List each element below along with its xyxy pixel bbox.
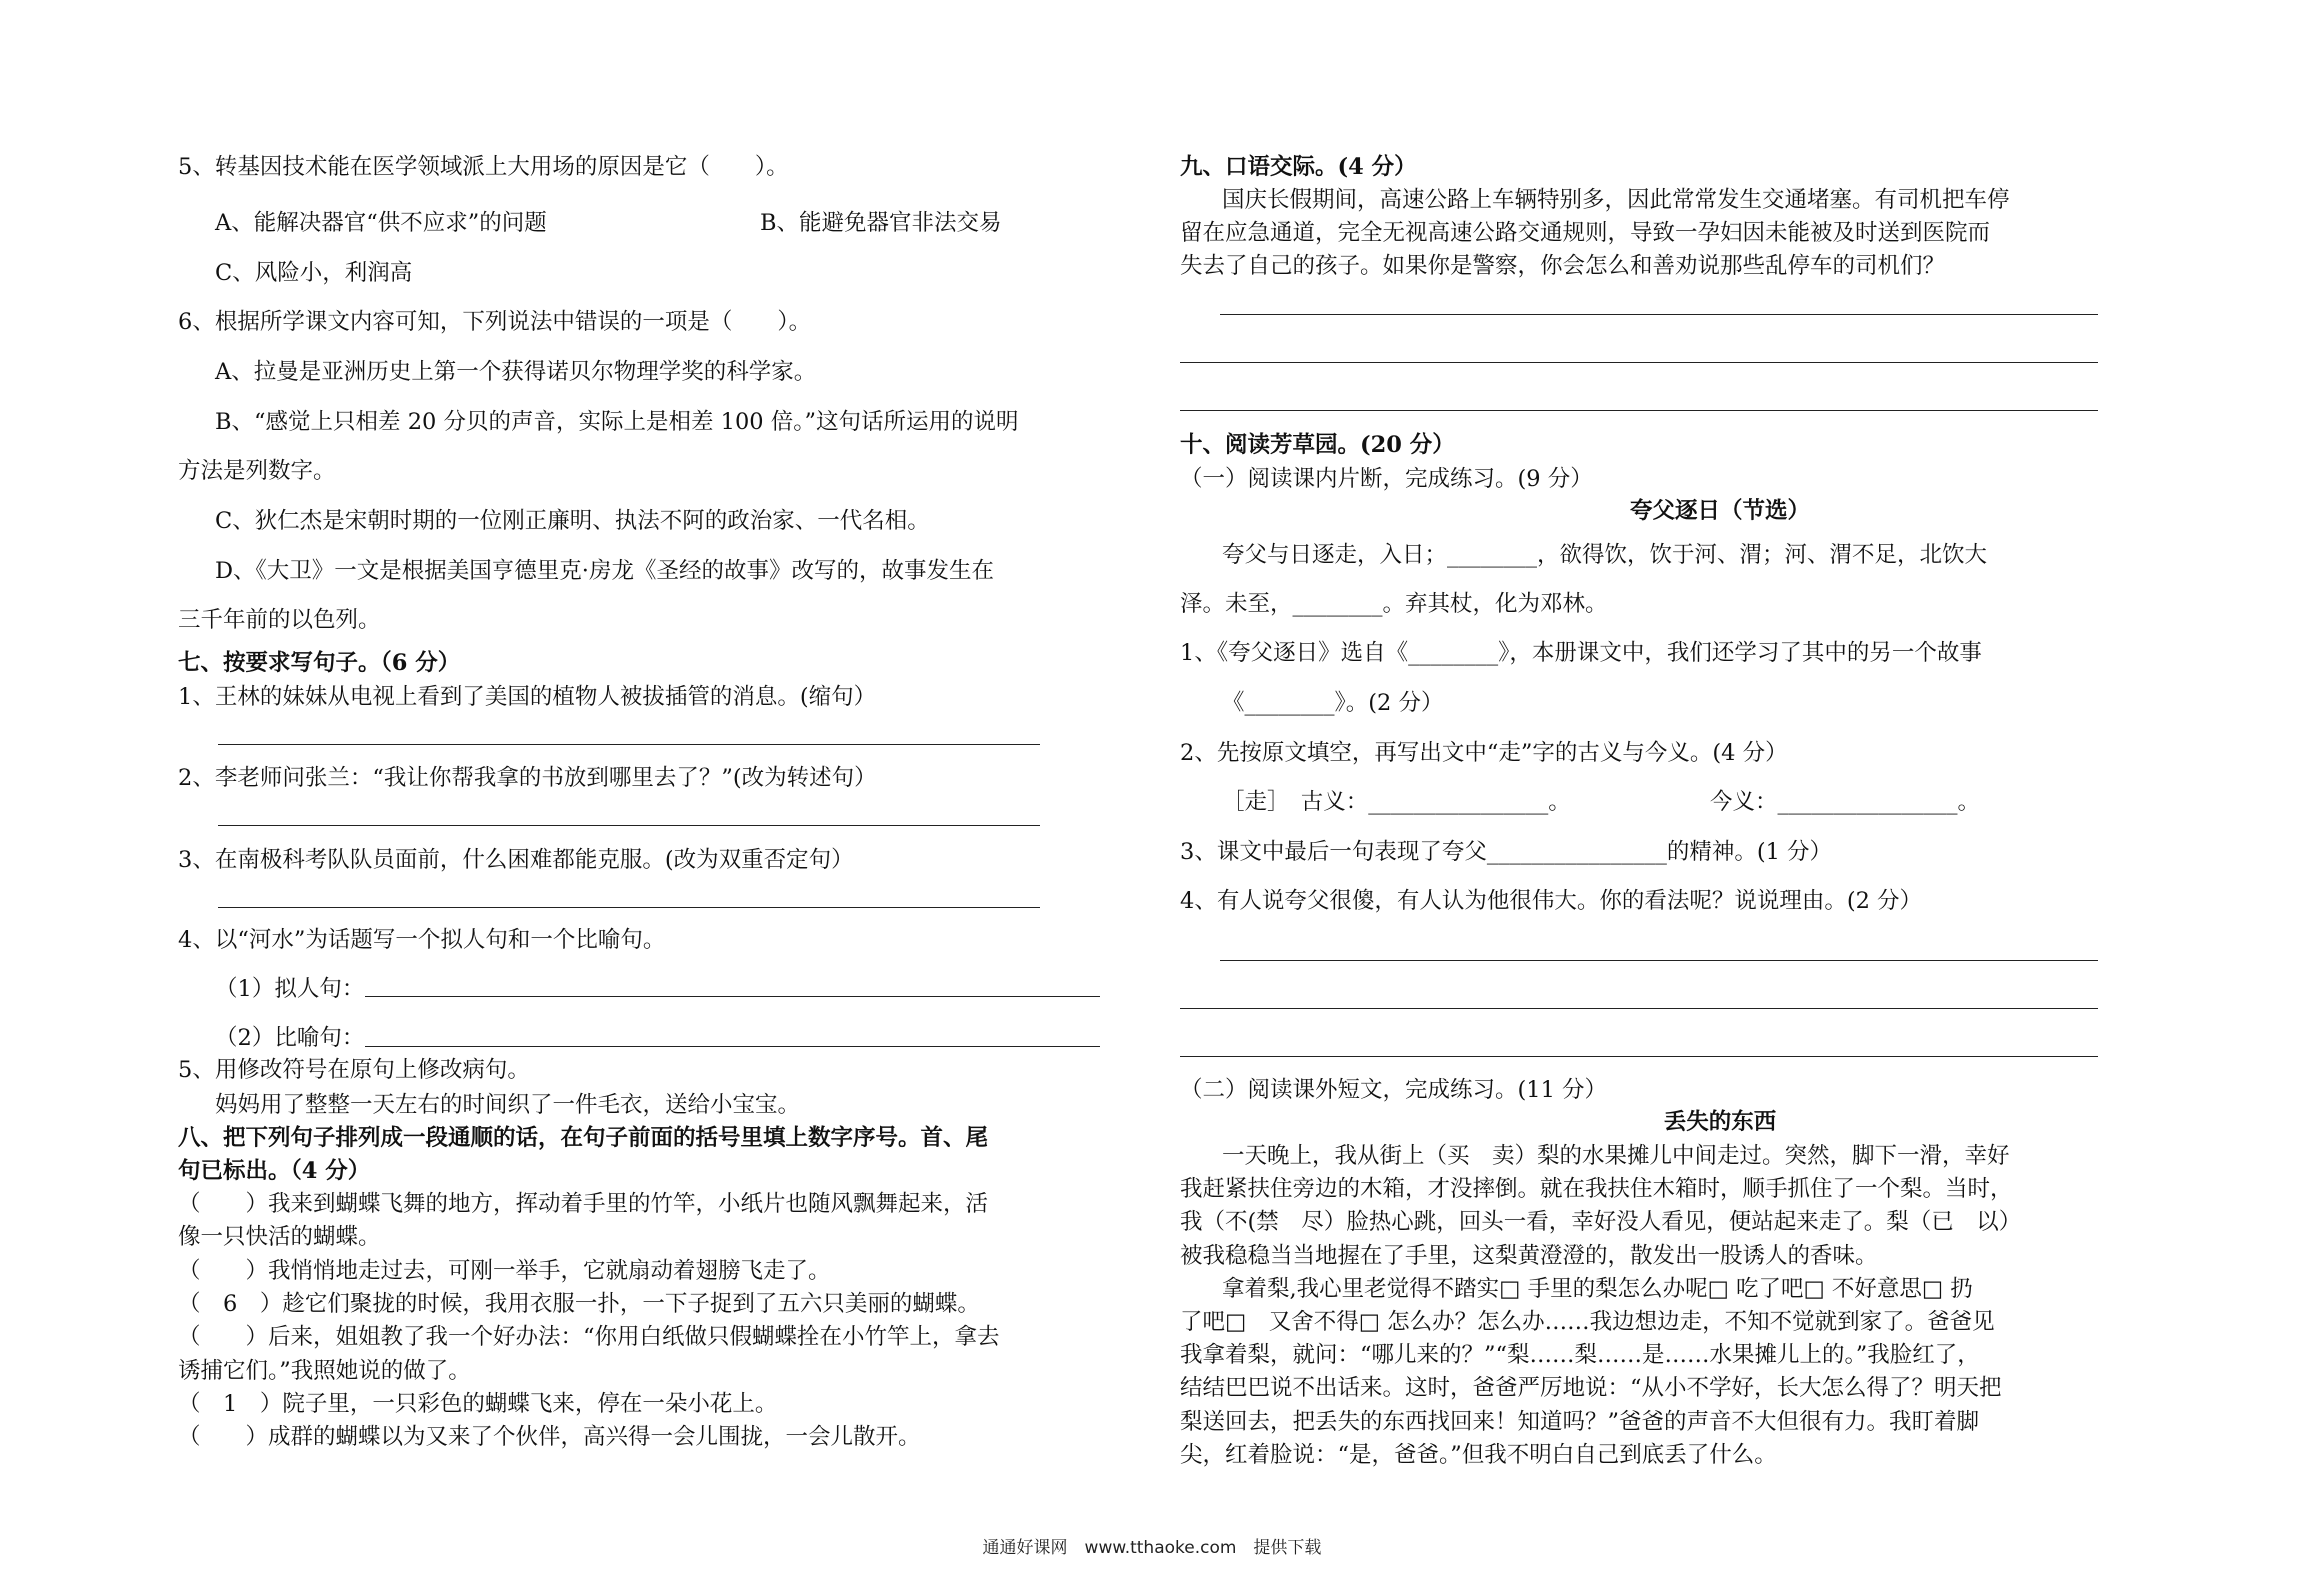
story-line: 我（不(禁 尽）脸热心跳，回头一看，幸好没人看见，便站起来走了。梨（已 以）	[1180, 1209, 2022, 1235]
sentence-item: （ ）我来到蝴蝶飞舞的地方，挥动着手里的竹竿，小纸片也随风飘舞起来，活	[178, 1191, 989, 1217]
sentence-item: （ ）后来，姐姐教了我一个好办法：“你用白纸做只假蝴蝶拴在小竹竿上，拿去	[178, 1324, 1000, 1350]
sec10-q4: 4、有人说夸父很傻，有人认为他很伟大。你的看法呢？说说理由。(2 分）	[1180, 888, 1923, 914]
sec9-paragraph-line: 留在应急通道，完全无视高速公路交通规则，导致一孕妇因未能被及时送到医院而	[1180, 220, 1991, 246]
story-line: 我赶紧扶住旁边的木箱，才没摔倒。就在我扶住木箱时，顺手抓住了一个梨。当时，	[1180, 1176, 2013, 1202]
q5-option-b: B、能避免器官非法交易	[760, 210, 1002, 236]
story-line: 被我稳稳当当地握在了手里，这梨黄澄澄的，散发出一股诱人的香味。	[1180, 1243, 1878, 1269]
answer-line[interactable]	[1220, 314, 2098, 315]
answer-line[interactable]	[1180, 1056, 2098, 1057]
q6-stem: 6、根据所学课文内容可知，下列说法中错误的一项是（ ）。	[178, 309, 812, 335]
q6-option-c: C、狄仁杰是宋朝时期的一位刚正廉明、执法不阿的政治家、一代名相。	[215, 508, 930, 534]
sec10-q2: 2、先按原文填空，再写出文中“走”字的古义与今义。(4 分）	[1180, 740, 1788, 766]
sec7-q4-metaphor-label: （2）比喻句：	[215, 1025, 365, 1051]
sec7-q1: 1、王林的妹妹从电视上看到了美国的植物人被拔插管的消息。(缩句）	[178, 684, 877, 710]
sec7-q5: 5、用修改符号在原句上修改病句。	[178, 1057, 530, 1083]
q5-option-a: A、能解决器官“供不应求”的问题	[215, 210, 547, 236]
story-line: 拿着梨,我心里老觉得不踏实□ 手里的梨怎么办呢□ 吃了吧□ 不好意思□ 扔	[1222, 1276, 1973, 1302]
q5-option-c: C、风险小，利润高	[215, 260, 413, 286]
sec7-q2: 2、李老师问张兰：“我让你帮我拿的书放到哪里去了？”(改为转述句）	[178, 765, 877, 791]
passage-title: 夸父逐日（节选）	[1629, 498, 1810, 524]
sec10-q2-modern-meaning: 今义：________________。	[1710, 789, 1981, 815]
answer-line[interactable]	[218, 907, 1040, 908]
sec7-q4-personification-label: （1）拟人句：	[215, 976, 365, 1002]
answer-line[interactable]	[218, 825, 1040, 826]
section-9-title: 九、口语交际。(4 分）	[1180, 154, 1417, 180]
sentence-item-continued: 诱捕它们。”我照她说的做了。	[178, 1358, 471, 1384]
sec7-q4: 4、以“河水”为话题写一个拟人句和一个比喻句。	[178, 927, 666, 953]
story-title: 丢失的东西	[1663, 1109, 1777, 1135]
q6-option-a: A、拉曼是亚洲历史上第一个获得诺贝尔物理学奖的科学家。	[215, 359, 817, 385]
section-8-title-line1: 八、把下列句子排列成一段通顺的话，在句子前面的括号里填上数字序号。首、尾	[178, 1125, 989, 1151]
section-7-title: 七、按要求写句子。（6 分）	[178, 650, 461, 676]
story-line: 梨送回去，把丢失的东西找回来！知道吗？”爸爸的声音不大但很有力。我盯着脚	[1180, 1409, 1980, 1435]
answer-line[interactable]	[1180, 410, 2098, 411]
answer-line[interactable]	[1220, 960, 2098, 961]
sec10-q2-ancient-meaning: ［走］ 古义：________________。	[1222, 789, 1571, 815]
sec9-paragraph-line: 失去了自己的孩子。如果你是警察，你会怎么和善劝说那些乱停车的司机们？	[1180, 253, 1946, 279]
sec10-q3: 3、课文中最后一句表现了夸父________________的精神。(1 分）	[1180, 839, 1833, 865]
sec10-part1-heading: （一）阅读课内片断，完成练习。(9 分）	[1180, 466, 1593, 492]
sec7-q3: 3、在南极科考队队员面前，什么困难都能克服。(改为双重否定句）	[178, 847, 854, 873]
sentence-item: （ ）成群的蝴蝶以为又来了个伙伴，高兴得一会儿围拢，一会儿散开。	[178, 1424, 921, 1450]
story-line: 尖，红着脸说：“是，爸爸。”但我不明白自己到底丢了什么。	[1180, 1442, 1777, 1468]
q6-option-d-line2: 三千年前的以色列。	[178, 607, 381, 633]
right-column	[1140, 0, 2304, 1595]
section-10-title: 十、阅读芳草园。(20 分）	[1180, 432, 1455, 458]
story-line: 一天晚上，我从街上（买 卖）梨的水果摊儿中间走过。突然，脚下一滑，幸好	[1222, 1143, 2010, 1169]
page-footer: 通通好课网 www.tthaoke.com 提供下载	[982, 1538, 1322, 1558]
answer-line[interactable]	[1180, 362, 2098, 363]
q6-option-d-line1: D、《大卫》一文是根据美国亨德里克·房龙《圣经的故事》改写的，故事发生在	[215, 558, 994, 584]
section-8-title-line2: 句已标出。（4 分）	[178, 1158, 371, 1184]
sec10-q1-line1: 1、《夸父逐日》选自《________》，本册课文中，我们还学习了其中的另一个故事	[1180, 640, 1982, 666]
answer-line[interactable]	[1180, 1008, 2098, 1009]
sentence-item-continued: 像一只快活的蝴蝶。	[178, 1224, 381, 1250]
q5-stem: 5、转基因技术能在医学领域派上大用场的原因是它（ ）。	[178, 154, 789, 180]
story-line: 结结巴巴说不出话来。这时，爸爸严厉地说：“从小不学好，长大怎么得了？明天把	[1180, 1375, 2002, 1401]
story-line: 了吧□ 又舍不得□ 怎么办？怎么办……我边想边走，不知不觉就到家了。爸爸见	[1180, 1309, 1995, 1335]
sentence-item: （ 1 ）院子里，一只彩色的蝴蝶飞来，停在一朵小花上。	[178, 1391, 778, 1417]
story-line: 我拿着梨，就问：“哪儿来的？”“梨……梨……是……水果摊儿上的。”我脸红了，	[1180, 1342, 1980, 1368]
passage-line: 泽。未至，________。弃其杖，化为邓林。	[1180, 591, 1608, 617]
sentence-item: （ 6 ）趁它们聚拢的时候，我用衣服一扑，一下子捉到了五六只美丽的蝴蝶。	[178, 1291, 980, 1317]
answer-line[interactable]	[218, 744, 1040, 745]
sec10-q1-line2: 《________》。(2 分）	[1222, 690, 1444, 716]
sec10-part2-heading: （二）阅读课外短文，完成练习。(11 分）	[1180, 1077, 1608, 1103]
passage-line: 夸父与日逐走，入日；________，欲得饮，饮于河、渭；河、渭不足，北饮大	[1222, 542, 1988, 568]
q6-option-b-line1: B、“感觉上只相差 20 分贝的声音，实际上是相差 100 倍。”这句话所运用的说明	[215, 409, 1019, 435]
sec7-q5-sentence: 妈妈用了整整一天左右的时间织了一件毛衣，送给小宝宝。	[215, 1092, 801, 1118]
left-column	[0, 0, 1140, 1595]
sec9-paragraph-line: 国庆长假期间，高速公路上车辆特别多，因此常常发生交通堵塞。有司机把车停	[1222, 187, 2010, 213]
q6-option-b-line2: 方法是列数字。	[178, 458, 336, 484]
answer-line[interactable]	[365, 996, 1100, 997]
answer-line[interactable]	[365, 1046, 1100, 1047]
sentence-item: （ ）我悄悄地走过去，可刚一举手，它就扇动着翅膀飞走了。	[178, 1258, 831, 1284]
